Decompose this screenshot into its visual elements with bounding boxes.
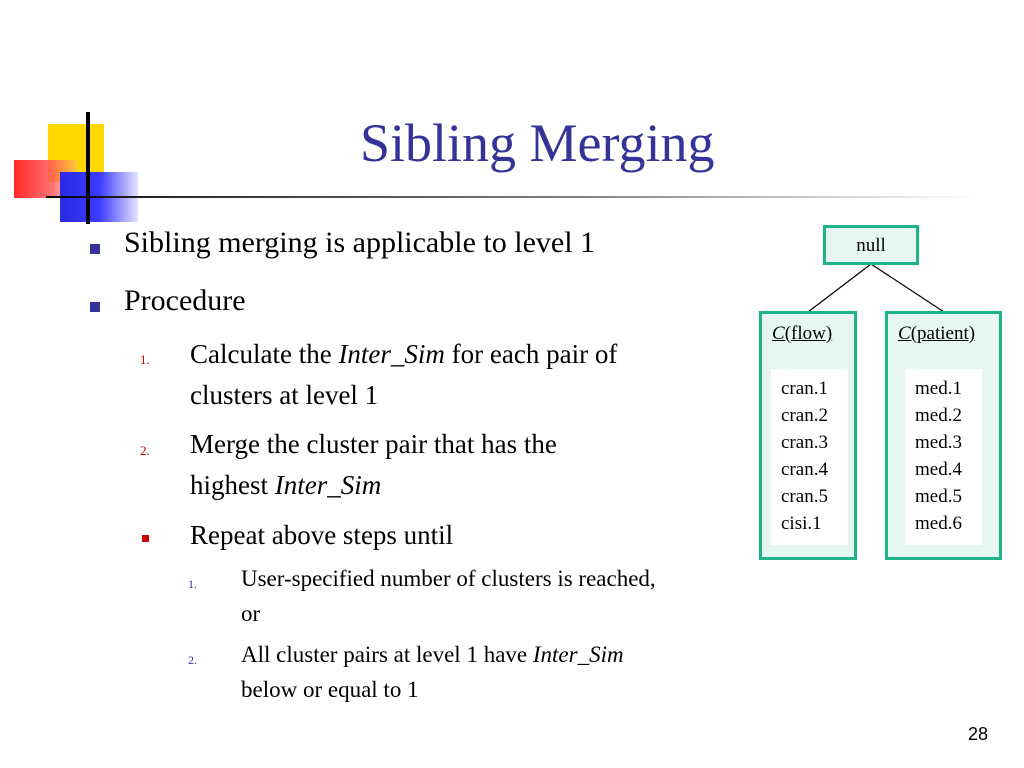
- list-item: med.3: [915, 432, 962, 453]
- page-number: 28: [968, 724, 989, 744]
- list-item: cran.1: [781, 378, 828, 399]
- cluster-flow-label: C(flow): [772, 323, 833, 344]
- substep-number: 1.: [188, 577, 197, 591]
- cluster-patient-label: C(patient): [898, 323, 976, 344]
- substep-number: 2.: [188, 653, 197, 667]
- list-item: cisi.1: [781, 513, 822, 534]
- list-item: cran.4: [781, 459, 828, 480]
- substep-1-line-2: or: [241, 601, 261, 626]
- step-1-line-2: clusters at level 1: [190, 380, 379, 410]
- step-2-line-2: highest Inter_Sim: [190, 470, 382, 500]
- list-item: med.6: [915, 513, 962, 534]
- step-1-line-1: Calculate the Inter_Sim for each pair of: [190, 339, 618, 369]
- connector-right: [871, 264, 944, 312]
- cluster-patient-list: [905, 369, 982, 545]
- cluster-flow-list: [771, 369, 848, 545]
- root-node: [823, 225, 919, 265]
- substep-2-line-1: All cluster pairs at level 1 have Inter_Sim: [241, 642, 624, 667]
- step-number: 1.: [140, 352, 150, 367]
- list-item: med.4: [915, 459, 962, 480]
- root-node-label: null: [856, 235, 886, 256]
- list-item: med.5: [915, 486, 962, 507]
- step-number: 2.: [140, 443, 150, 458]
- connector-left: [808, 264, 871, 312]
- bullet-procedure: Procedure: [124, 284, 246, 317]
- cluster-flow-node: [759, 311, 857, 560]
- list-item: cran.3: [781, 432, 828, 453]
- list-item: med.1: [915, 378, 962, 399]
- slide-title: Sibling Merging: [360, 113, 715, 173]
- list-item: cran.5: [781, 486, 828, 507]
- substep-1-line-1: User-specified number of clusters is reached,: [241, 566, 656, 591]
- substep-2-line-2: below or equal to 1: [241, 677, 419, 702]
- step-2-line-1: Merge the cluster pair that has the: [190, 429, 557, 459]
- bullet-applicable: Sibling merging is applicable to level 1: [124, 226, 596, 259]
- step-3-repeat: Repeat above steps until: [190, 520, 454, 550]
- cluster-patient-node: [885, 311, 1002, 560]
- list-item: cran.2: [781, 405, 828, 426]
- list-item: med.2: [915, 405, 962, 426]
